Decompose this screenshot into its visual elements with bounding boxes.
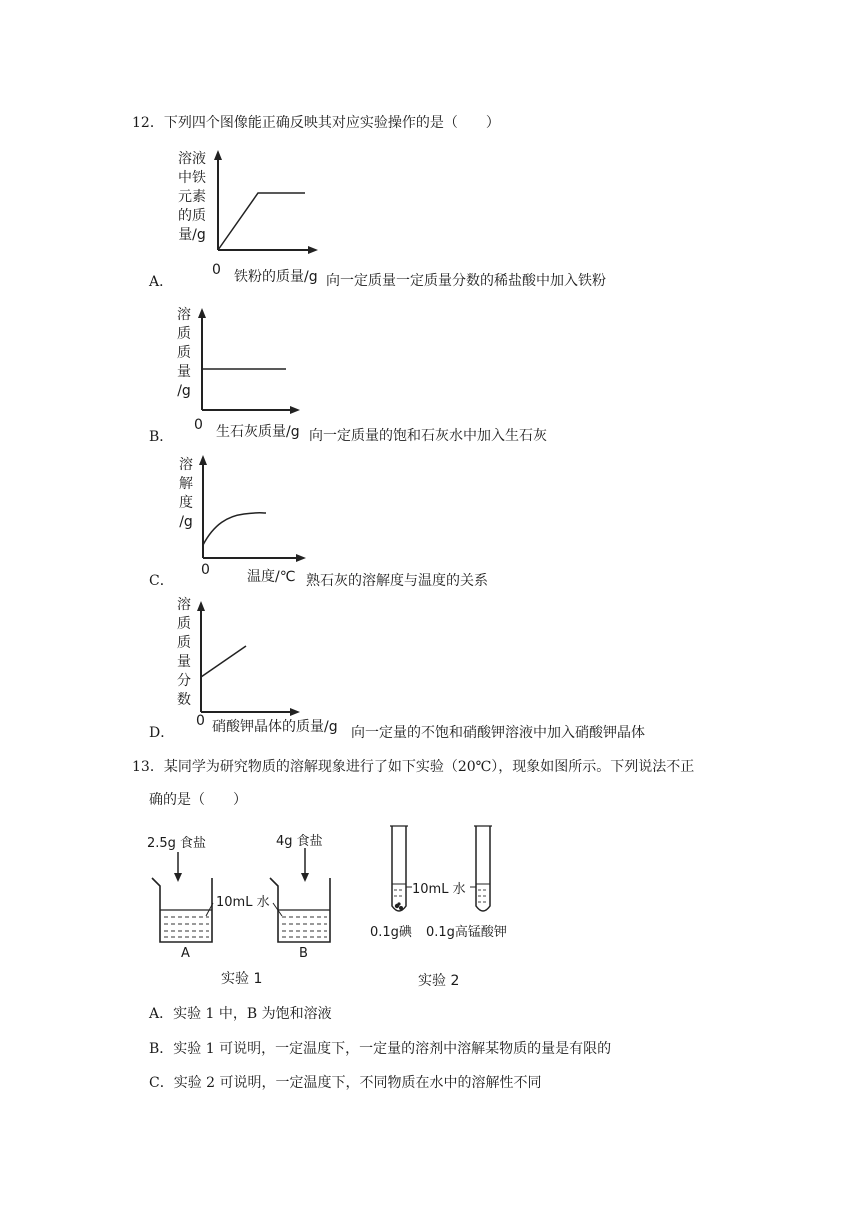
graph-d-ylabel: 溶 质 质 量 分 数 (177, 597, 191, 708)
graph-d-origin: 0 (196, 713, 205, 729)
option-c-letter: C． (149, 573, 174, 589)
option-d-text: 向一定量的不饱和硝酸钾溶液中加入硝酸钾晶体 (351, 725, 645, 741)
graph-a-origin: 0 (212, 262, 221, 278)
option-a-text: 向一定质量一定质量分数的稀盐酸中加入铁粉 (326, 273, 606, 289)
graph-c-origin: 0 (201, 562, 210, 578)
exp1-label: 实验 1 (221, 971, 263, 987)
test-tube-kmno4 (474, 826, 492, 911)
option-a-letter: A． (149, 274, 174, 290)
q13-stem-line1: 13．某同学为研究物质的溶解现象进行了如下实验（20℃），现象如图所示。下列说法不正 (132, 759, 695, 775)
salt-a-label: 2.5g 食盐 (147, 836, 207, 851)
option-d-letter: D． (149, 725, 175, 741)
graph-c-xlabel: 温度/℃ (247, 569, 296, 585)
kmno4-label: 0.1g高锰酸钾 (426, 925, 507, 940)
water-label-1: 10mL 水 (216, 895, 270, 910)
option-b-letter: B． (149, 429, 174, 445)
graph-b-origin: 0 (194, 417, 203, 433)
q13-option-c: C．实验 2 可说明，一定温度下，不同物质在水中的溶解性不同 (149, 1075, 542, 1091)
option-b-text: 向一定质量的饱和石灰水中加入生石灰 (309, 428, 547, 444)
q13-option-a: A．实验 1 中，B 为饱和溶液 (149, 1006, 332, 1022)
salt-b-label: 4g 食盐 (276, 834, 323, 849)
exp2-label: 实验 2 (418, 973, 460, 989)
graph-a-xlabel: 铁粉的质量/g (234, 269, 318, 285)
beaker-a (152, 878, 212, 942)
graph-c-ylabel: 溶 解 度 /g (179, 457, 193, 530)
test-tube-iodine (390, 826, 408, 911)
water-label-2: 10mL 水 (412, 882, 466, 897)
beaker-b-label: B (299, 946, 308, 961)
beaker-a-label: A (181, 946, 190, 961)
option-c-text: 熟石灰的溶解度与温度的关系 (306, 573, 488, 589)
graph-a-ylabel: 溶液 中铁 元素 的质 量/g (178, 151, 206, 243)
beaker-b (270, 878, 330, 942)
q12-stem: 12．下列四个图像能正确反映其对应实验操作的是（ ） (132, 115, 500, 131)
q13-option-b: B．实验 1 可说明，一定温度下，一定量的溶剂中溶解某物质的量是有限的 (149, 1041, 612, 1057)
q13-stem-line2: 确的是（ ） (149, 792, 247, 808)
graph-d-xlabel: 硝酸钾晶体的质量/g (212, 719, 338, 735)
iodine-label: 0.1g碘 (370, 925, 412, 940)
graph-b-ylabel: 溶 质 质 量 /g (177, 307, 191, 399)
graph-b-xlabel: 生石灰质量/g (216, 424, 300, 440)
